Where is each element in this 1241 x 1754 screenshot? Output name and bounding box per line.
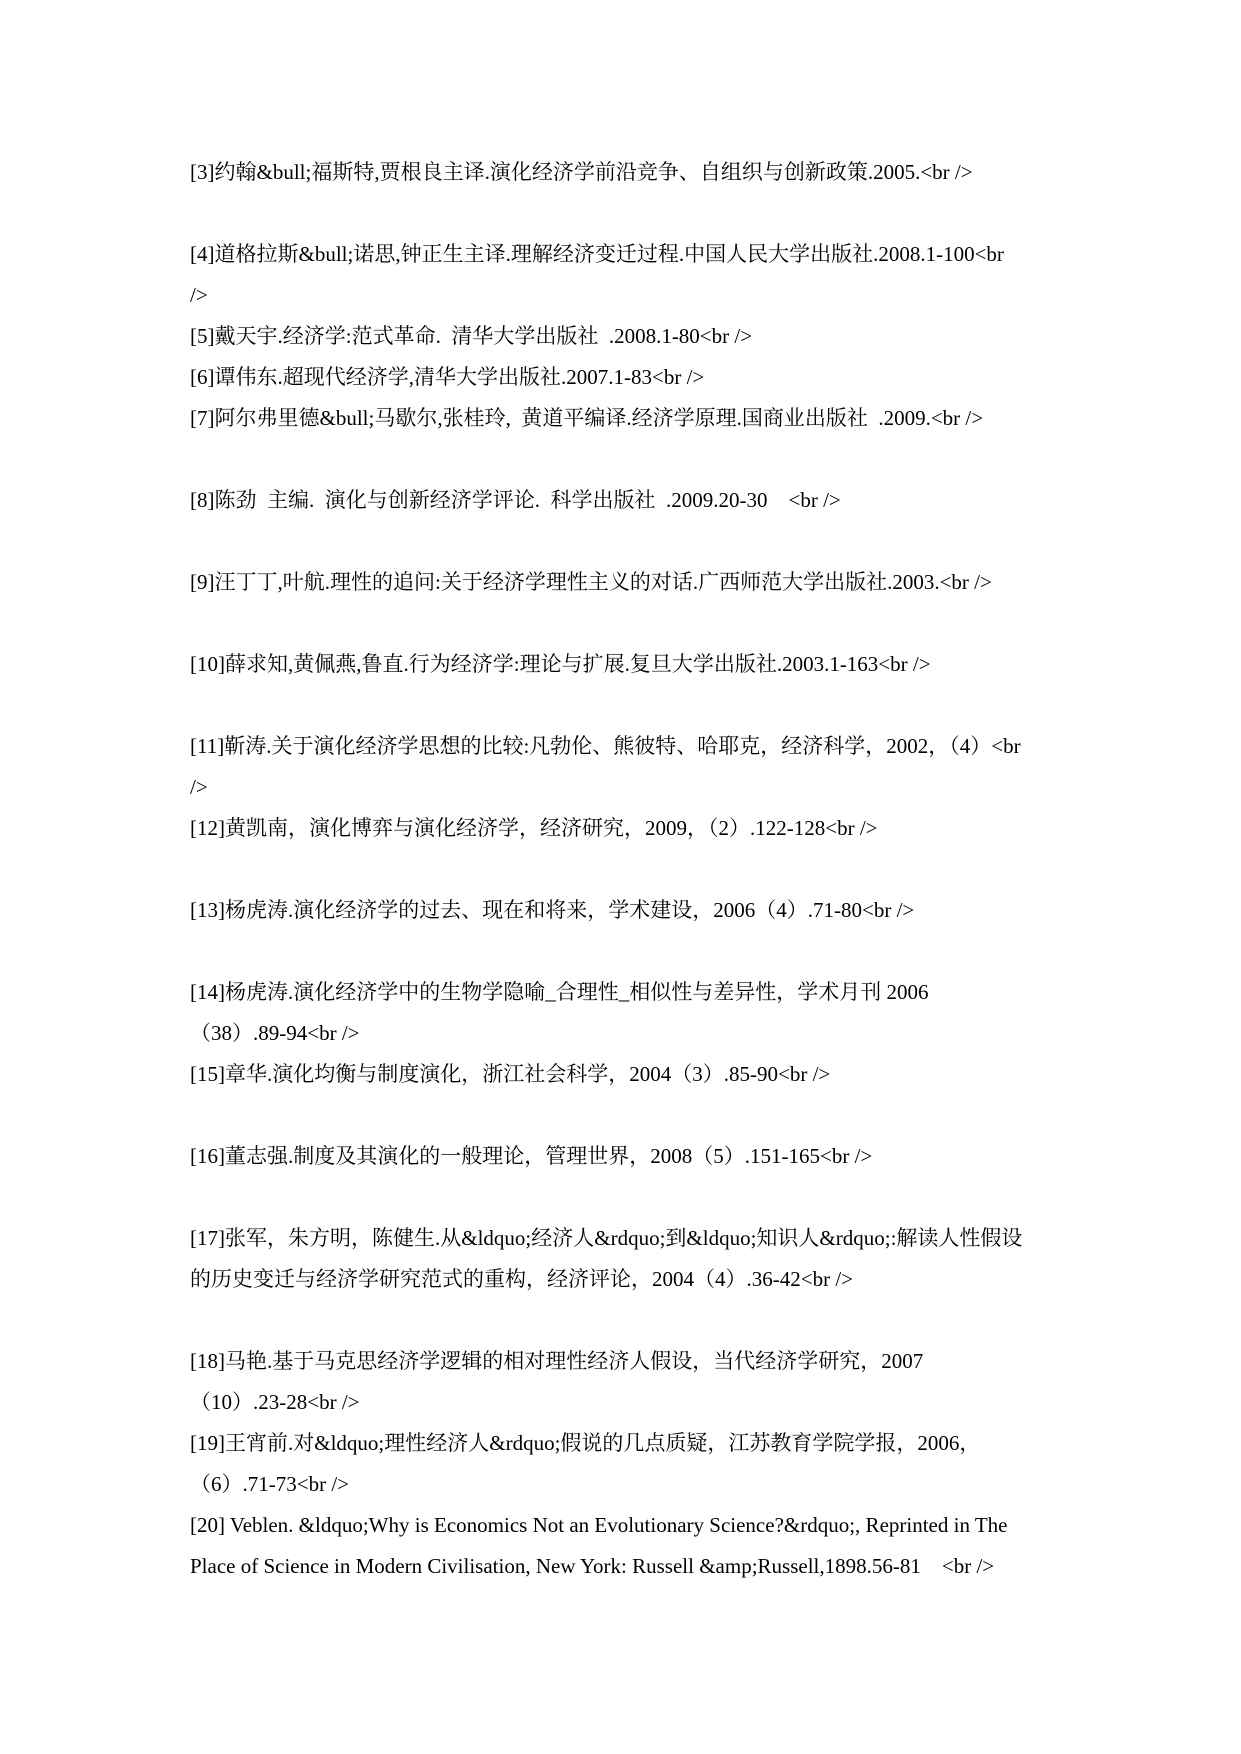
reference-line: [19]王宵前.对&ldquo;理性经济人&rdquo;假说的几点质疑，江苏教育学院学报，2006， (190, 1431, 981, 1455)
reference-line: 的历史变迁与经济学研究范式的重构，经济评论，2004（4）.36-42<br /> (190, 1267, 854, 1291)
reference-line: [15]章华.演化均衡与制度演化，浙江社会科学，2004（3）.85-90<br /> (190, 1062, 831, 1086)
reference-line: [6]谭伟东.超现代经济学,清华大学出版社.2007.1-83<br /> (190, 365, 705, 389)
reference-item-3 (190, 152, 1220, 193)
reference-line: （38）.89-94<br /> (190, 1021, 360, 1045)
reference-item-5 (190, 316, 1220, 357)
reference-line: [10]薛求知,黄佩燕,鲁直.行为经济学:理论与扩展.复旦大学出版社.2003.1-163<br /> (190, 652, 931, 676)
reference-line: [7]阿尔弗里德&bull;马歇尔,张桂玲, 黄道平编译.经济学原理.国商业出版社 .2009.<br /> (190, 406, 984, 430)
reference-line: [8]陈劲 主编. 演化与创新经济学评论. 科学出版社 .2009.20-30 <br /> (190, 488, 841, 512)
reference-item-8 (190, 480, 1220, 521)
reference-line: [5]戴天宇.经济学:范式革命. 清华大学出版社 .2008.1-80<br /> (190, 324, 753, 348)
reference-line: Place of Science in Modern Civilisation, New York: Russell &amp;Russell,1898.56-81 <br /> (190, 1554, 995, 1578)
reference-item-10 (190, 644, 1220, 685)
reference-item-6 (190, 357, 1220, 398)
reference-item-14 (190, 972, 1220, 1054)
reference-item-18 (190, 1341, 1220, 1423)
reference-line: [18]马艳.基于马克思经济学逻辑的相对理性经济人假设，当代经济学研究，2007 (190, 1349, 924, 1373)
reference-line: （10）.23-28<br /> (190, 1390, 360, 1414)
reference-line: [14]杨虎涛.演化经济学中的生物学隐喻_合理性_相似性与差异性，学术月刊 2006 (190, 980, 929, 1004)
reference-item-17 (190, 1218, 1220, 1300)
reference-line: [20] Veblen. &ldquo;Why is Economics Not an Evolutionary Science?&rdquo;, Reprinted in The (190, 1513, 1008, 1537)
reference-item-15 (190, 1054, 1220, 1095)
reference-item-11 (190, 726, 1220, 808)
reference-item-12 (190, 808, 1220, 849)
reference-item-7 (190, 398, 1220, 439)
reference-item-19 (190, 1423, 1220, 1505)
reference-line: /> (190, 283, 208, 307)
reference-line: [3]约翰&bull;福斯特,贾根良主译.演化经济学前沿竞争、自组织与创新政策.2005.<br /> (190, 160, 973, 184)
reference-item-16 (190, 1136, 1220, 1177)
reference-line: [9]汪丁丁,叶航.理性的追问:关于经济学理性主义的对话.广西师范大学出版社.2003.<br /> (190, 570, 992, 594)
reference-line: [11]靳涛.关于演化经济学思想的比较:凡勃伦、熊彼特、哈耶克，经济科学，2002，（4）<br (190, 734, 1021, 758)
reference-line: [13]杨虎涛.演化经济学的过去、现在和将来，学术建设，2006（4）.71-80<br /> (190, 898, 915, 922)
reference-line: [17]张军，朱方明，陈健生.从&ldquo;经济人&rdquo;到&ldquo;知识人&rdquo;:解读人性假设 (190, 1226, 1023, 1250)
reference-list (190, 152, 1220, 1587)
reference-line: [12]黄凯南，演化博弈与演化经济学，经济研究，2009，（2）.122-128<br /> (190, 816, 878, 840)
reference-item-4 (190, 234, 1220, 316)
reference-item-13 (190, 890, 1220, 931)
reference-line: [4]道格拉斯&bull;诺思,钟正生主译.理解经济变迁过程.中国人民大学出版社.2008.1-100<br (190, 242, 1004, 266)
reference-line: [16]董志强.制度及其演化的一般理论，管理世界，2008（5）.151-165<br /> (190, 1144, 873, 1168)
reference-item-9 (190, 562, 1220, 603)
reference-line: （6）.71-73<br /> (190, 1472, 350, 1496)
reference-item-20 (190, 1505, 1220, 1587)
reference-line: /> (190, 775, 208, 799)
